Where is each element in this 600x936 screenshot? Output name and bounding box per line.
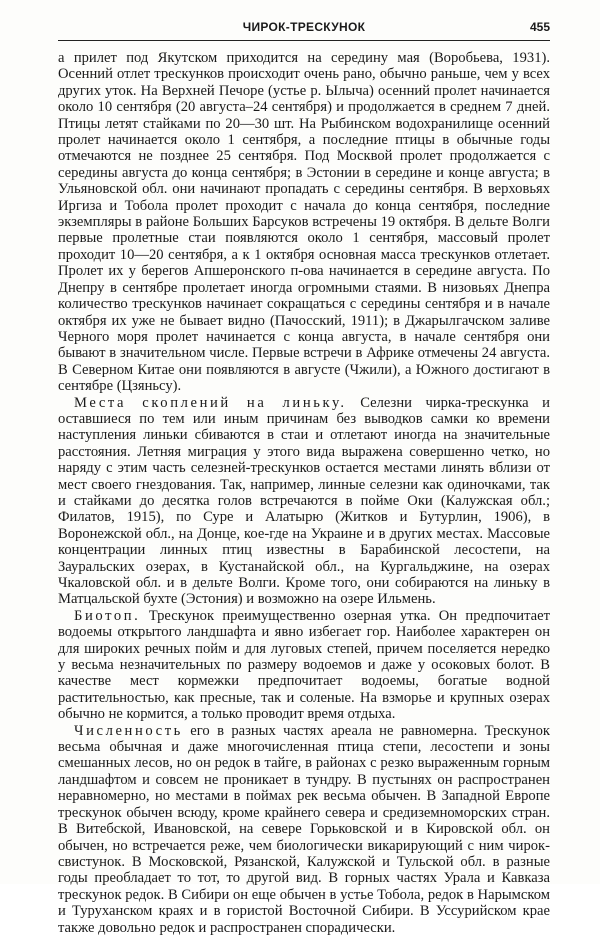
paragraph-abundance <box>58 723 550 936</box>
header-rule <box>58 40 550 41</box>
paragraph-migration <box>58 50 550 395</box>
paragraph-text: его в разных частях ареала не равномерна. Трескунок весьма обычная и даже многочисленная птица степи, лесостепи и зоны смешанных лесов, но он редок в тайге, в районах с резко выраженным горным ландшафтом и совсем не проникает в тундру. В пустынях он распространен неравномерно, но местами в поймах рек весьма обычен. В Западной Европе трескунок обычен всюду, кроме крайнего севера и средиземноморских стран. В Витебской, Ивановской, на севере Горьковской и в Кировской обл. он обычен, но встречается реже, чем биологически викарирующий с ним чирок-свистунок. В Московской, Рязанской, Калужской и Тульской обл. в разные годы преобладает то тот, то другой вид. В горных частях Урала и Кавказа трескунок редок. В Сибири он еще обычен в устье Тобола, редок в Нарымском и Туруханском краях и в гористой Восточной Сибири. В Уссурийском крае также довольно редок и распространен спорадически. <box>58 722 550 936</box>
paragraph-text: а прилет под Якутском приходится на середину мая (Воробьева, 1931). Осенний отлет трескунков происходит очень рано, обычно раньше, чем у всех других уток. На Верхней Печоре (устье р. Ылыча) осенний пролет начинается около 10 сентября (20 августа–24 сентября) и продолжается в среднем 7 дней. Птицы летят стайками по 20—30 шт. На Рыбинском водохранилище осенний пролет начинается около 1 сентября, а последние птицы в обычные годы отмечаются не позднее 25 сентября. Под Москвой пролет продолжается с середины августа до конца сентября; в Эстонии в середине и конце августа; в Ульяновской обл. они начинают пропадать с середины сентября. В верховьях Иргиза и Тобола пролет проходит с начала до конца сентября, последние экземпляры в районе Больших Барсуков встречены 19 октября. В дельте Волги первые пролетные стаи появляются около 1 сентября, массовый пролет проходит 10—20 сентября, а к 1 октября основная масса трескунков отлетает. Пролет их у берегов Апшеронского п-ова начинается в середине августа. По Днепру в сентябре пролетает иногда огромными стаями. В низовьях Днепра количество трескунков начинает сокращаться с середины сентября и в начале октября их уже не бывает видно (Пачосский, 1911); в Джарылгачском заливе Черного моря пролет начинается с конца августа, в начале сентября они бывают в значительном числе. Первые встречи в Африке отмечены 24 августа. В Северном Китае они появляются в августе (Чжили), а Южного достигают в сентябре (Цзяньсу). <box>58 50 550 395</box>
section-heading-molting: Места скоплений на линьку. <box>74 394 347 411</box>
paragraph-biotope <box>58 608 550 723</box>
running-title: ЧИРОК-ТРЕСКУНОК <box>242 20 366 34</box>
paragraph-molting-sites <box>58 395 550 608</box>
page-number: 455 <box>529 20 550 34</box>
paragraph-text: Трескунок преимущественно озерная утка. Он предпочитает водоемы открытого ландшафта и явно избегает гор. Наиболее характерен он для широких речных пойм и для луговых степей, причем поселяется нередко у весьма незначительных по размеру водоемов и даже у осоковых болот. В качестве мест кормежки предпочитает водоемы, богатые водной растительностью, как пресные, так и соленые. На взморье и крупных озерах обычно не кормится, а только проводит время отдыха. <box>58 607 550 723</box>
section-heading-biotope: Биотоп. <box>74 607 141 624</box>
paragraph-text: Селезни чирка-трескунка и оставшиеся по тем или иным причинам без выводков самки ко времени наступления линьки сбиваются в стаи и отлетают иногда на значительные расстояния. Летняя миграция у этого вида выражена совершенно четко, но наряду с этим часть селезней-трескунков остается местами линять вблизи от мест своего гнездования. Так, например, линные селезни как одиночками, так и стайками до десятка голов встречаются в пойме Оки (Калужская обл.; Филатов, 1915), по Суре и Алатырю (Житков и Бутурлин, 1906), в Воронежской обл., на Донце, кое-где на Украине и в других местах. Массовые концентрации линных птиц известны в Барабинской лесостепи, на Зауральских озерах, в Кустанайской обл., на Кургальджине, на озерах Чкаловской обл. и в дельте Волги. Кроме того, они собираются на линьку в Матцальской бухте (Эстония) и возможно на озере Ильмень. <box>58 394 550 608</box>
page-body <box>58 50 550 936</box>
section-heading-abundance: Численность <box>74 722 183 739</box>
running-header <box>58 16 550 42</box>
